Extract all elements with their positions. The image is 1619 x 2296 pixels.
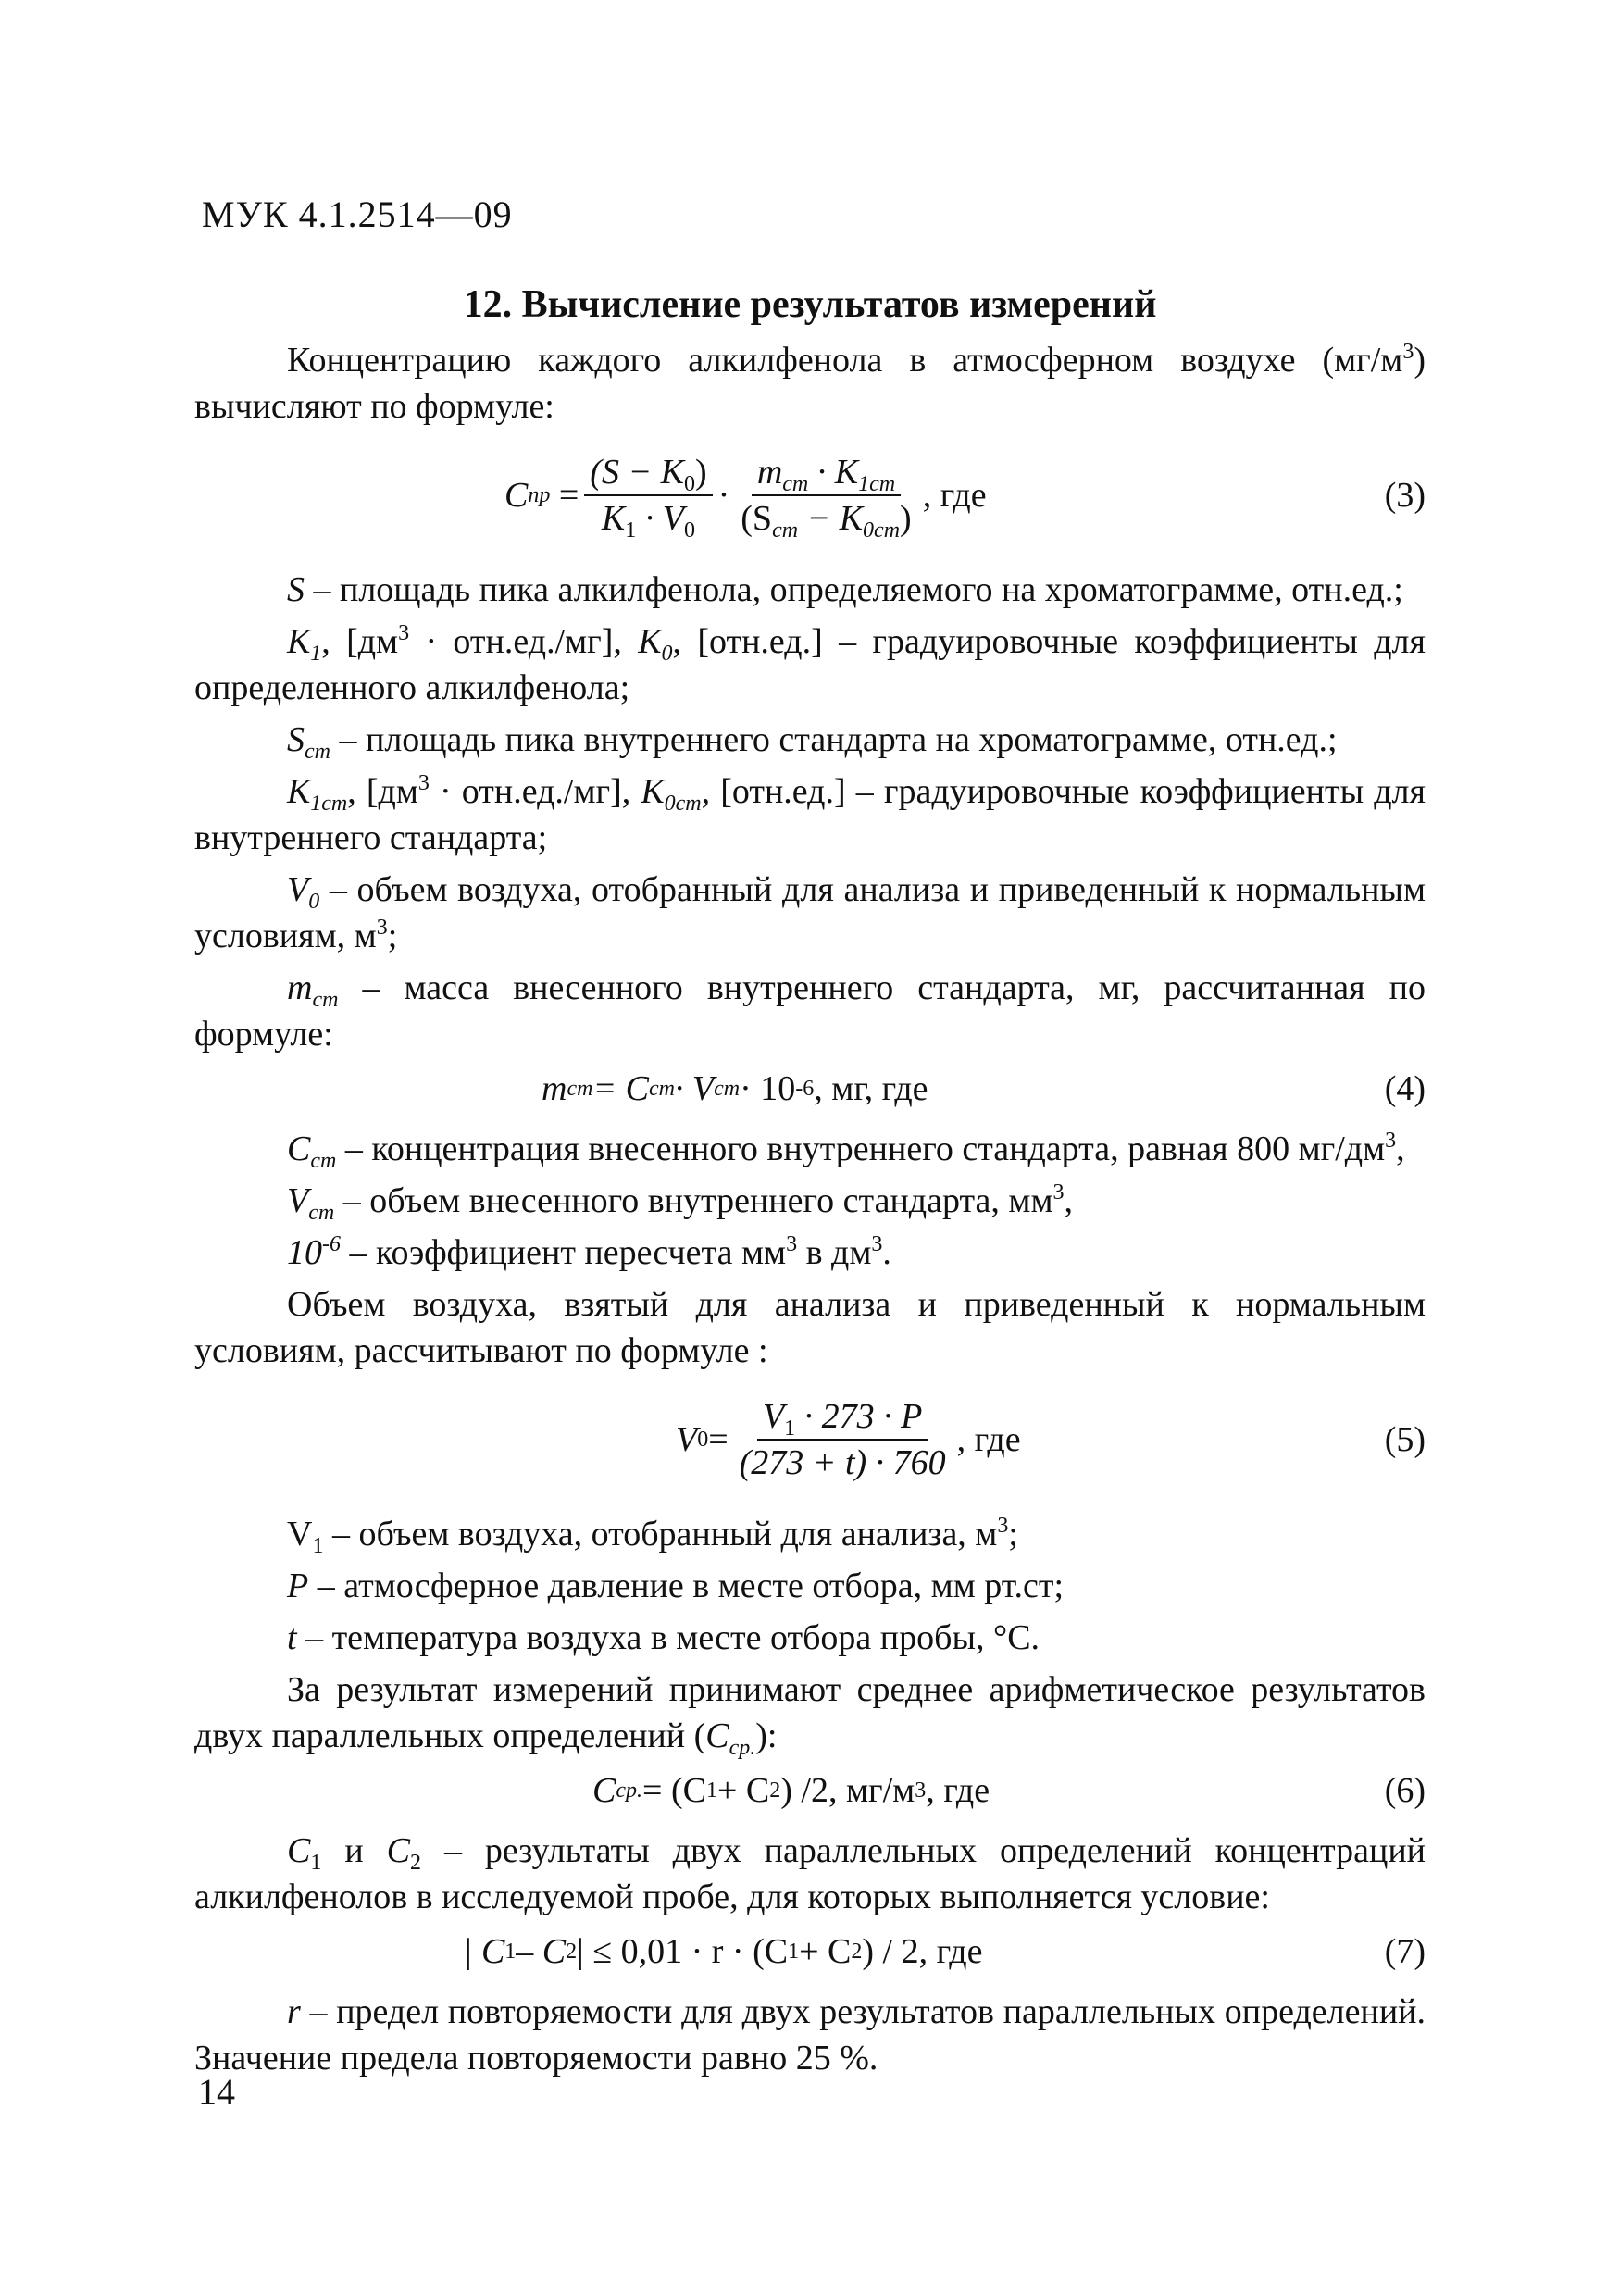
definition-v0: $V_0$ – объем воздуха, отобранный для анализа и приведенный к нормальным условиям, $м^3$; bbox=[194, 870, 1426, 955]
definition-p: P – атмосферное давление в месте отбора, мм рт.ст; bbox=[287, 1566, 1065, 1605]
fraction-2: $\frac{m_{ст} \cdot K_{1ст}}{(S_{ст} - K_{0ст})}$ bbox=[741, 453, 912, 543]
formula-5-number: (5) bbox=[1384, 1420, 1426, 1459]
formula-4-number: (4) bbox=[1384, 1069, 1426, 1108]
formula-6: С ср. = (C 1 + C 2 ) /2, мг/м 3 , где (6) bbox=[194, 1765, 1426, 1816]
intro-paragraph: Концентрацию каждого алкилфенола в атмосферном воздухе $(мг/м^3)$ вычисляют по формуле: bbox=[194, 340, 1426, 426]
definition-k1st-k0st: $К_{1ст}$, $[дм^3 \cdot отн.ед./мг]$, $К_{0ст}$, [отн.ед.] – градуировочные коэффициенты для внутреннего стандарта; bbox=[194, 771, 1426, 857]
definition-v1: $V_1$ – объем воздуха, отобранный для анализа, $м^3$; bbox=[287, 1514, 1018, 1558]
fraction-5: $\frac{V_1 \cdot 273 \cdot P}{(273 + t) \cdot 760}$ bbox=[739, 1397, 946, 1482]
fraction-1: $\frac{(S - K_0)}{K_1 \cdot V_0}$ bbox=[584, 452, 712, 539]
page-number: 14 bbox=[198, 2071, 235, 2113]
formula-7-number: (7) bbox=[1384, 1932, 1426, 1971]
definition-m-st: $m_{ст}$ – масса внесенного внутреннего стандарта, мг, рассчитанная по формуле: bbox=[194, 968, 1426, 1054]
definition-c-st: $С_{ст}$ – концентрация внесенного внутреннего стандарта, равная 800 $мг/дм^3$, bbox=[287, 1129, 1405, 1173]
formula-5: V 0 = $\frac{V_1 \cdot 273 \cdot P}{(273 + t) \cdot 760}$ , где (5) bbox=[676, 1397, 1426, 1482]
definition-c1-c2: $C_1$ и $C_2$ – результаты двух параллельных определений концентраций алкилфенолов в исследуемой пробе, для которых выполняется условие: bbox=[194, 1831, 1426, 1916]
formula-7: | C 1 – C 2 | ≤ 0,01 · r · (C 1 + C 2 ) / 2, где (7) bbox=[194, 1926, 1426, 1978]
section-body bbox=[194, 268, 1426, 2087]
formula-3-number: (3) bbox=[1384, 476, 1426, 515]
result-paragraph: За результат измерений принимают среднее арифметическое результатов двух параллельных определений $(С_{ср.})$: bbox=[194, 1670, 1426, 1760]
definition-10-6: $10^{-6}$ – коэффициент пересчета $мм^3$ в $дм^3$. bbox=[287, 1232, 891, 1272]
document-code: МУК 4.1.2514—09 bbox=[202, 193, 513, 235]
definition-k1-k0: $К_1$, $[дм^3 \cdot отн.ед./мг]$, $К_0$, [отн.ед.] – градуировочные коэффициенты для определенного алкилфенола; bbox=[194, 621, 1426, 707]
definition-t: t – температура воздуха в месте отбора пробы, °С. bbox=[287, 1618, 1040, 1657]
definition-v-st: $V_{ст}$ – объем внесенного внутреннего стандарта, $мм^3$, bbox=[287, 1180, 1074, 1225]
definition-r: r – предел повторяемости для двух результатов параллельных определений. Значение предела повторяемости равно 25 %. bbox=[194, 1992, 1426, 2078]
v0-paragraph: Объем воздуха, взятый для анализа и приведенный к нормальным условиям, рассчитывают по формуле : bbox=[194, 1285, 1426, 1370]
formula-3: С пр = $\frac{(S - K_0)}{K_1 \cdot V_0}$ · $\frac{m_{ст} \cdot K_{1ст}}{(S_{ст} - K_{0ст})}$ , где (3) bbox=[504, 453, 1426, 543]
formula-6-number: (6) bbox=[1384, 1771, 1426, 1810]
definition-s: S – площадь пика алкилфенола, определяемого на хроматограмме, отн.ед.; bbox=[287, 570, 1403, 609]
section-heading: 12. Вычисление результатов измерений bbox=[463, 283, 1157, 326]
formula-4: m ст = С ст · V ст · 10 -6 , мг, где (4) bbox=[194, 1063, 1426, 1115]
definition-s-st: $S_{ст}$ – площадь пика внутреннего стандарта на хроматограмме, отн.ед.; bbox=[287, 720, 1338, 764]
